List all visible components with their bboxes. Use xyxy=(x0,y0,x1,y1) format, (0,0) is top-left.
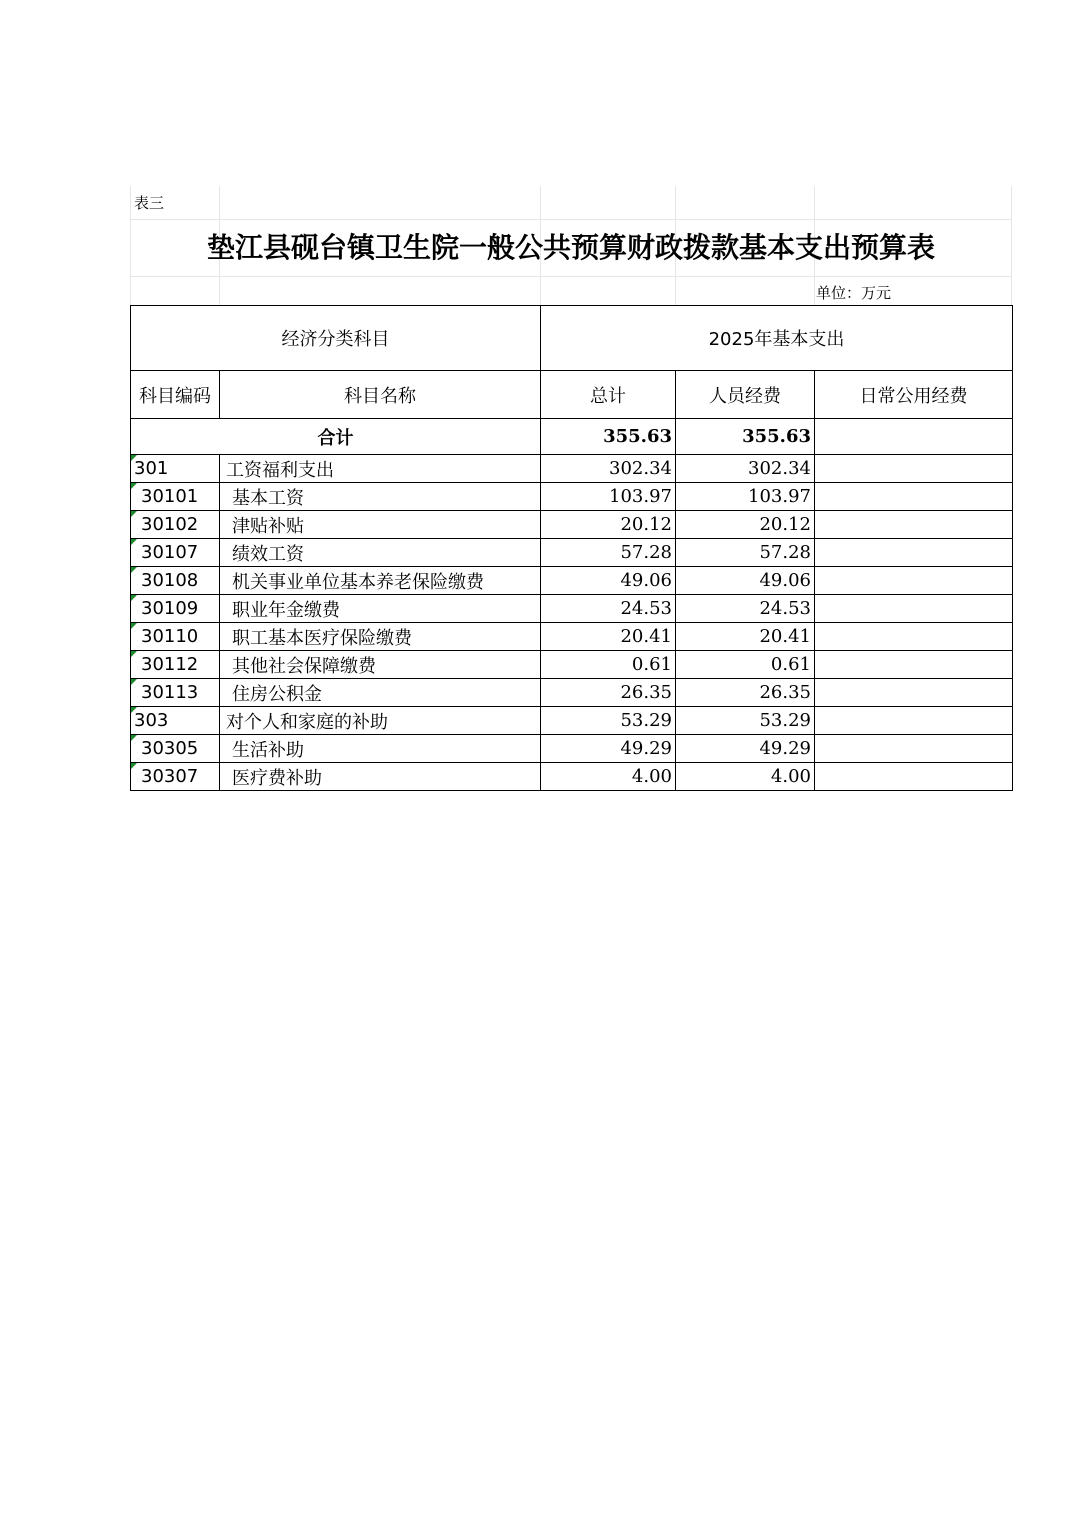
document-title: 垫江县砚台镇卫生院一般公共预算财政拨款基本支出预算表 xyxy=(206,231,935,264)
header-total: 总计 xyxy=(541,371,676,419)
row-code-text: 303 xyxy=(134,710,169,731)
table-row xyxy=(131,651,1013,679)
row-code-text: 301 xyxy=(134,458,169,479)
row-code-text: 30305 xyxy=(141,738,199,759)
table-row xyxy=(131,679,1013,707)
row-code-text: 30109 xyxy=(141,598,199,619)
table-row xyxy=(131,511,1013,539)
cell-marker-icon xyxy=(131,483,137,489)
row-total: 20.12 xyxy=(541,511,676,539)
row-personnel: 103.97 xyxy=(676,483,815,511)
row-code xyxy=(131,483,220,511)
row-personnel: 20.41 xyxy=(676,623,815,651)
table-row xyxy=(131,567,1013,595)
table-row xyxy=(131,483,1013,511)
header-subject-name: 科目名称 xyxy=(220,371,541,419)
row-total: 103.97 xyxy=(541,483,676,511)
row-code xyxy=(131,623,220,651)
row-total: 53.29 xyxy=(541,707,676,735)
row-name: 其他社会保障缴费 xyxy=(220,651,541,679)
row-code-text: 30101 xyxy=(141,486,199,507)
row-name: 医疗费补助 xyxy=(220,763,541,791)
row-code-text: 30107 xyxy=(141,542,199,563)
header-row-group xyxy=(131,306,1013,371)
row-total: 24.53 xyxy=(541,595,676,623)
row-code xyxy=(131,595,220,623)
row-code xyxy=(131,539,220,567)
row-total: 20.41 xyxy=(541,623,676,651)
row-public xyxy=(815,595,1013,623)
cell-marker-icon xyxy=(131,623,137,629)
row-public xyxy=(815,707,1013,735)
row-code-text: 30307 xyxy=(141,766,199,787)
row-code-text: 30110 xyxy=(141,626,199,647)
row-code-text: 30102 xyxy=(141,514,199,535)
header-basic-expenditure: 2025年基本支出 xyxy=(541,306,1013,371)
row-public xyxy=(815,651,1013,679)
row-personnel: 49.06 xyxy=(676,567,815,595)
unit-label: 单位：万元 xyxy=(816,284,892,302)
table-row xyxy=(131,455,1013,483)
cell-marker-icon xyxy=(131,511,137,517)
row-total: 4.00 xyxy=(541,763,676,791)
row-public xyxy=(815,735,1013,763)
row-code xyxy=(131,707,220,735)
row-total: 26.35 xyxy=(541,679,676,707)
row-code-text: 30113 xyxy=(141,682,199,703)
row-public xyxy=(815,511,1013,539)
row-personnel: 302.34 xyxy=(676,455,815,483)
row-code-text: 30108 xyxy=(141,570,199,591)
cell-marker-icon xyxy=(131,651,137,657)
row-personnel: 24.53 xyxy=(676,595,815,623)
cell-marker-icon xyxy=(131,567,137,573)
cell-marker-icon xyxy=(131,735,137,741)
row-public xyxy=(815,483,1013,511)
total-total: 355.63 xyxy=(541,419,676,455)
row-personnel: 53.29 xyxy=(676,707,815,735)
cell-marker-icon xyxy=(131,763,137,769)
cell-marker-icon xyxy=(131,539,137,545)
row-name: 津贴补贴 xyxy=(220,511,541,539)
row-personnel: 26.35 xyxy=(676,679,815,707)
total-personnel: 355.63 xyxy=(676,419,815,455)
table-row xyxy=(131,735,1013,763)
table-row xyxy=(131,763,1013,791)
total-public xyxy=(815,419,1013,455)
header-subject-code: 科目编码 xyxy=(131,371,220,419)
table-row xyxy=(131,623,1013,651)
header-public: 日常公用经费 xyxy=(815,371,1013,419)
row-public xyxy=(815,763,1013,791)
budget-table xyxy=(130,305,1013,791)
row-code-text: 30112 xyxy=(141,654,199,675)
row-name: 住房公积金 xyxy=(220,679,541,707)
row-code xyxy=(131,651,220,679)
row-public xyxy=(815,455,1013,483)
row-public xyxy=(815,679,1013,707)
header-row-columns xyxy=(131,371,1013,419)
row-code xyxy=(131,763,220,791)
row-personnel: 4.00 xyxy=(676,763,815,791)
row-name: 绩效工资 xyxy=(220,539,541,567)
header-personnel: 人员经费 xyxy=(676,371,815,419)
row-total: 49.29 xyxy=(541,735,676,763)
row-personnel: 20.12 xyxy=(676,511,815,539)
row-code xyxy=(131,455,220,483)
row-name: 工资福利支出 xyxy=(220,455,541,483)
row-code xyxy=(131,511,220,539)
row-code xyxy=(131,567,220,595)
table-row xyxy=(131,539,1013,567)
row-public xyxy=(815,567,1013,595)
cell-marker-icon xyxy=(131,455,137,461)
gridline xyxy=(130,276,1012,277)
row-code xyxy=(131,679,220,707)
row-public xyxy=(815,623,1013,651)
row-code xyxy=(131,735,220,763)
row-name: 基本工资 xyxy=(220,483,541,511)
total-row xyxy=(131,419,1013,455)
row-name: 职业年金缴费 xyxy=(220,595,541,623)
row-total: 302.34 xyxy=(541,455,676,483)
table-row xyxy=(131,707,1013,735)
table-row xyxy=(131,595,1013,623)
row-name: 机关事业单位基本养老保险缴费 xyxy=(220,567,541,595)
cell-marker-icon xyxy=(131,679,137,685)
row-total: 49.06 xyxy=(541,567,676,595)
row-name: 生活补助 xyxy=(220,735,541,763)
row-personnel: 49.29 xyxy=(676,735,815,763)
total-label: 合计 xyxy=(131,419,541,455)
cell-marker-icon xyxy=(131,707,137,713)
sheet-label: 表三 xyxy=(134,194,165,212)
row-total: 57.28 xyxy=(541,539,676,567)
row-name: 对个人和家庭的补助 xyxy=(220,707,541,735)
gridline xyxy=(130,219,1012,220)
row-personnel: 0.61 xyxy=(676,651,815,679)
row-total: 0.61 xyxy=(541,651,676,679)
cell-marker-icon xyxy=(131,595,137,601)
header-economic-category: 经济分类科目 xyxy=(131,306,541,371)
row-public xyxy=(815,539,1013,567)
row-personnel: 57.28 xyxy=(676,539,815,567)
row-name: 职工基本医疗保险缴费 xyxy=(220,623,541,651)
